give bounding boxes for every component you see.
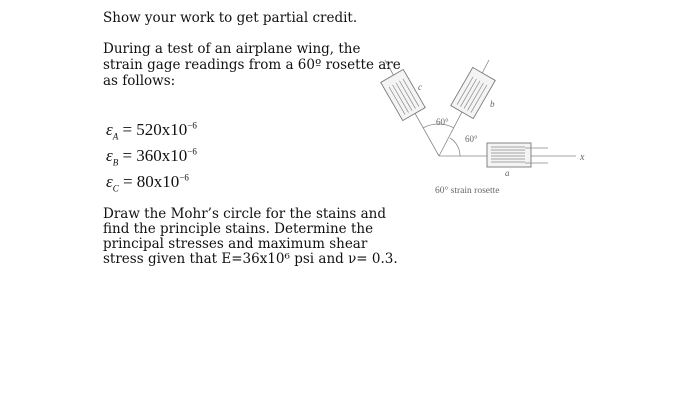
subscript: A [112,131,119,142]
equation-value: = 520x10 [122,120,188,139]
intro-line: During a test of an airplane wing, the [103,41,361,57]
exponent: −6 [179,172,189,183]
figure-caption: 60° strain rosette [435,186,500,196]
epsilon-symbol: ε [106,146,113,165]
angle-arc-1 [450,138,460,156]
equation-value: = 360x10 [122,146,188,165]
gauge-b [451,67,496,118]
task-line: find the principle stains. Determine the [103,221,374,237]
task-line: principal stresses and maximum shear [103,236,368,252]
equation-value: = 80x10 [122,172,180,191]
intro-line: strain gage readings from a 60º rosette are [103,57,401,73]
label-a: a [505,168,510,178]
angle-label-1: 60° [436,117,449,127]
instruction-text: Show your work to get partial credit. [103,10,358,26]
label-x: x [580,152,585,163]
subscript: B [112,157,119,168]
epsilon-symbol: ε [106,120,113,139]
gauge-c [381,69,426,120]
exponent: −6 [187,120,197,131]
intro-line: as follows: [103,73,176,89]
exponent: −6 [187,146,197,157]
task-line: Draw the Mohr’s circle for the stains and [103,206,386,222]
epsilon-symbol: ε [106,172,113,191]
subscript: C [112,183,119,194]
label-b: b [490,99,495,109]
task-line: stress given that E=36x10⁶ psi and ν= 0.3. [103,251,398,267]
angle-label-2: 60° [465,134,478,144]
label-c: c [418,82,422,92]
gauge-a [487,143,548,167]
